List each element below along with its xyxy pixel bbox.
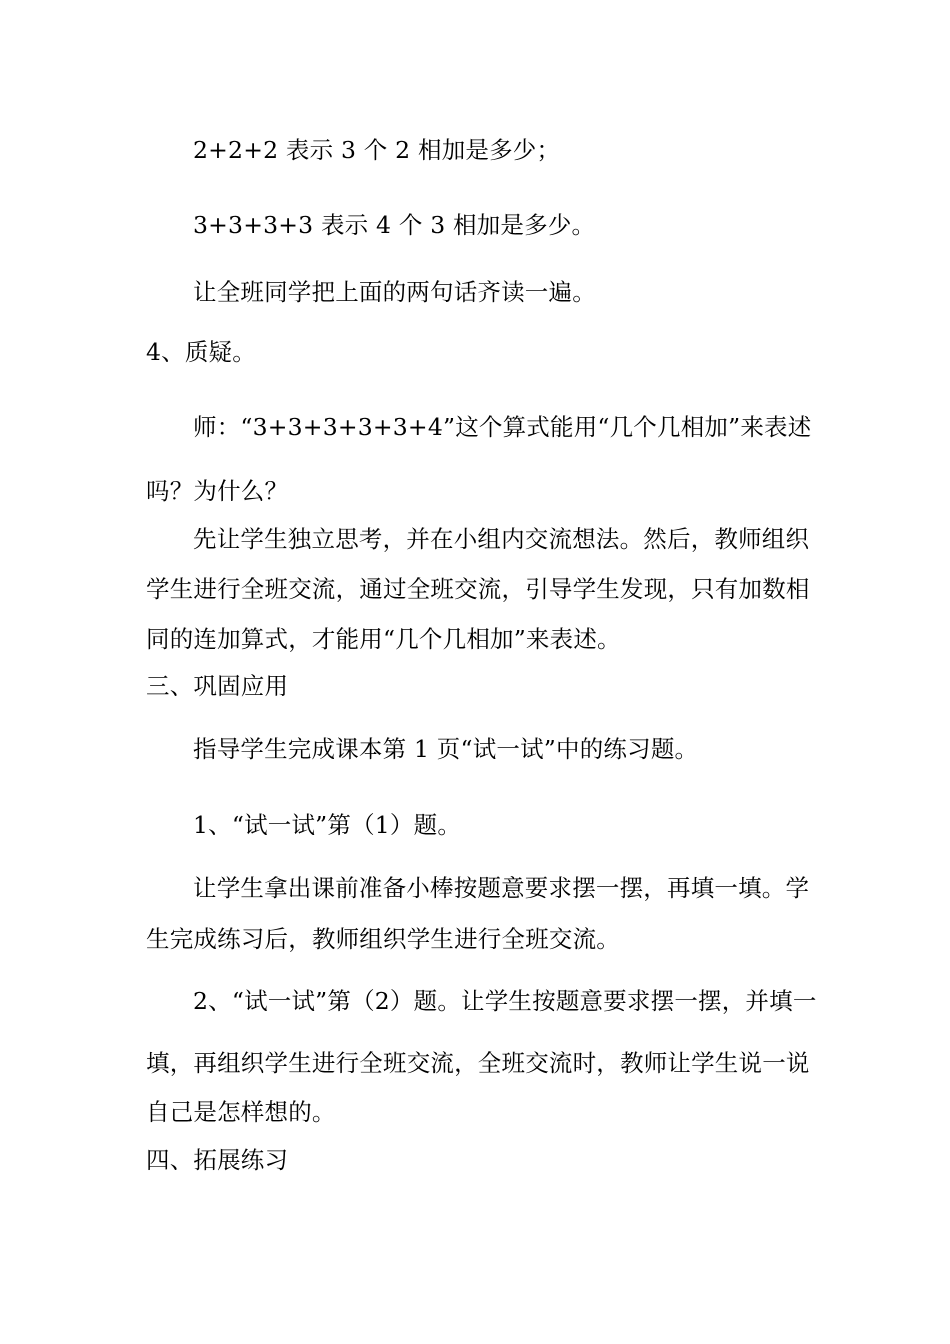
- text-line: 指导学生完成课本第 1 页“试一试”中的练习题。: [193, 735, 699, 763]
- text-line: 师：“3+3+3+3+3+4”这个算式能用“几个几相加”来表述: [193, 413, 812, 441]
- text-line: 学生进行全班交流，通过全班交流，引导学生发现，只有加数相: [146, 575, 810, 603]
- section-heading: 四、拓展练习: [146, 1146, 289, 1174]
- text-line: 先让学生独立思考，并在小组内交流想法。然后，教师组织: [193, 525, 810, 553]
- text-line: 2+2+2 表示 3 个 2 相加是多少；: [193, 136, 561, 164]
- text-line: 吗？为什么？: [146, 477, 289, 505]
- text-line: 自己是怎样想的。: [146, 1098, 336, 1126]
- section-heading: 4、质疑。: [146, 338, 256, 366]
- section-heading: 三、巩固应用: [146, 672, 289, 700]
- text-line: 2、“试一试”第（2）题。让学生按题意要求摆一摆，并填一: [193, 987, 817, 1015]
- text-line: 填，再组织学生进行全班交流，全班交流时，教师让学生说一说: [146, 1049, 810, 1077]
- text-line: 让全班同学把上面的两句话齐读一遍。: [193, 278, 596, 306]
- text-line: 同的连加算式，才能用“几个几相加”来表述。: [146, 625, 621, 653]
- text-line: 3+3+3+3 表示 4 个 3 相加是多少。: [193, 211, 596, 239]
- text-line: 生完成练习后，教师组织学生进行全班交流。: [146, 925, 620, 953]
- text-line: 让学生拿出课前准备小棒按题意要求摆一摆，再填一填。学: [193, 874, 810, 902]
- text-line: 1、“试一试”第（1）题。: [193, 811, 462, 839]
